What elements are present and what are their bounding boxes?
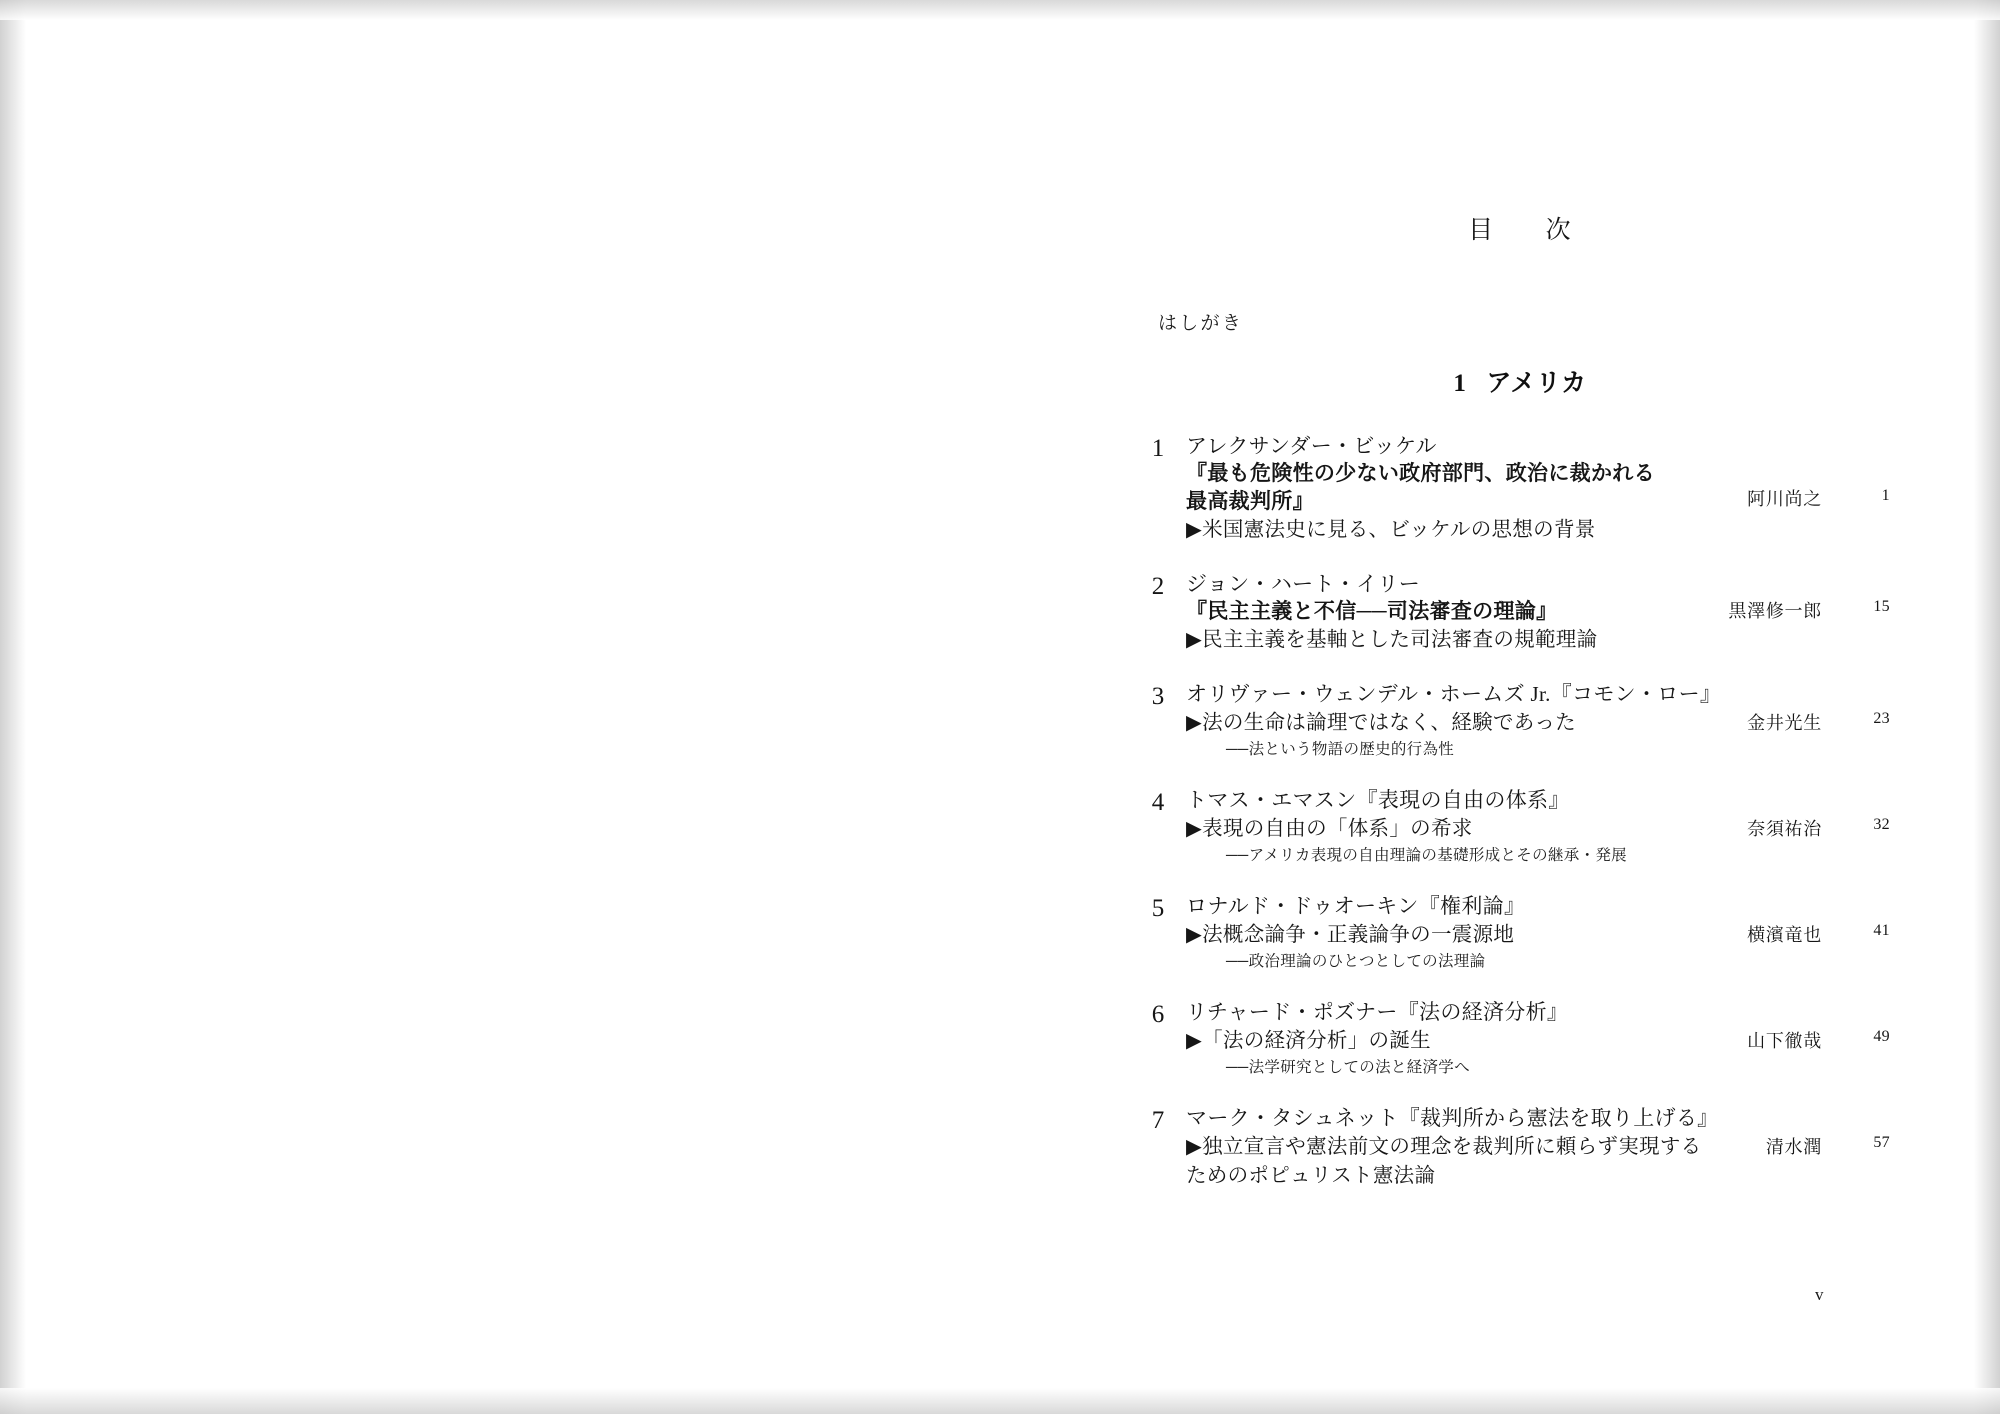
toc-entry[interactable] [1140, 787, 1900, 866]
toc-entry-body [1186, 999, 1716, 1078]
toc-entry-line: ──アメリカ表現の自由理論の基礎形成とその継承・発展 [1226, 846, 1627, 864]
toc-entry-page-number: 49 [1873, 1028, 1890, 1045]
page-title: 目 次 [1468, 217, 1585, 244]
toc-entry[interactable] [1140, 1105, 1900, 1190]
toc-entry-author: 金井光生 [1747, 712, 1822, 733]
toc-entry-line: マーク・タシュネット『裁判所から憲法を取り上げる』 [1186, 1106, 1719, 1131]
toc-entry-author: 黒澤修一郎 [1728, 600, 1822, 621]
toc-entry-body [1186, 787, 1716, 866]
toc-entry-author: 横濱竜也 [1747, 924, 1822, 945]
toc-entry-number: 6 [1151, 1001, 1165, 1028]
toc-entry-body [1186, 681, 1722, 760]
part-label: アメリカ [1486, 370, 1587, 397]
book-title-emphasis: 『法の経済分析』 [1397, 1000, 1569, 1024]
toc-entry[interactable] [1140, 433, 1900, 544]
toc-entry-number: 1 [1151, 435, 1165, 462]
toc-entry-number: 4 [1151, 788, 1165, 816]
toc-entry-page-number: 1 [1881, 487, 1890, 504]
book-title-emphasis: 『表現の自由の体系』 [1356, 787, 1570, 812]
toc-entry-line: ──法学研究としての法と経済学へ [1226, 1058, 1470, 1076]
page-edge-shading-top [0, 0, 2000, 20]
toc-entry-body [1186, 1105, 1719, 1190]
toc-entry-body [1186, 433, 1716, 544]
toc-entry-number: 5 [1151, 894, 1165, 922]
toc-entry-list [1140, 433, 1900, 1190]
toc-entry-line: 『最も危険性の少ない政府部門、政治に裁かれる [1186, 461, 1655, 486]
toc-entry-author: 清水潤 [1765, 1137, 1822, 1158]
toc-entry-line: 最高裁判所』 [1186, 488, 1314, 513]
toc-entry-author: 奈須祐治 [1747, 818, 1822, 839]
toc-entry-page-number: 57 [1873, 1134, 1890, 1152]
toc-entry-line: ロナルド・ドゥオーキン『権利論』 [1186, 893, 1526, 918]
toc-entry[interactable] [1140, 571, 1900, 654]
toc-entry-line: ▶「法の経済分析」の誕生 [1186, 1030, 1431, 1053]
table-of-contents [1140, 210, 1900, 1217]
toc-entry-line: トマス・エマスン『表現の自由の体系』 [1186, 787, 1570, 812]
toc-entry-line: ▶表現の自由の「体系」の希求 [1186, 818, 1473, 841]
toc-entry-body [1186, 893, 1716, 972]
page-edge-shading-bottom [0, 1388, 2000, 1414]
toc-entry-page-number: 23 [1873, 709, 1890, 727]
page-edge-shading-right [1974, 0, 2000, 1414]
toc-entry-page-number: 32 [1873, 815, 1890, 833]
toc-entry-line: ジョン・ハート・イリー [1186, 571, 1421, 596]
toc-entry-author: 山下徹哉 [1747, 1031, 1822, 1051]
toc-entry-number: 2 [1151, 572, 1165, 600]
toc-entry-line: ▶米国憲法史に見る、ビッケルの思想の背景 [1186, 518, 1596, 541]
toc-entry-line: オリヴァー・ウェンデル・ホームズ Jr.『コモン・ロー』 [1186, 681, 1722, 706]
toc-entry-page-number: 41 [1873, 921, 1890, 939]
book-title-emphasis: 『コモン・ロー』 [1550, 681, 1722, 706]
page-edge-shading-left [0, 0, 26, 1414]
folio-page-number: v [1815, 1285, 1824, 1304]
toc-entry-line: ▶民主主義を基軸とした司法審査の規範理論 [1186, 629, 1598, 652]
toc-entry-line: ▶法概念論争・正義論争の一震源地 [1186, 924, 1515, 947]
toc-entry-line: ──法という物語の歴史的行為性 [1226, 740, 1455, 758]
toc-entry-line: ▶法の生命は論理ではなく、経験であった [1186, 712, 1576, 735]
toc-entry-line: アレクサンダー・ビッケル [1186, 434, 1437, 458]
toc-entry-page-number: 15 [1873, 597, 1890, 615]
toc-entry[interactable] [1140, 999, 1900, 1078]
toc-entry-line: ためのポピュリスト憲法論 [1186, 1165, 1436, 1188]
toc-entry[interactable] [1140, 681, 1900, 760]
toc-entry-body [1186, 571, 1716, 654]
toc-entry-author: 阿川尚之 [1747, 489, 1822, 509]
toc-entry-number: 7 [1151, 1107, 1165, 1135]
preface-entry: はしがき [1158, 313, 1244, 334]
part-number: 1 [1453, 370, 1467, 397]
part-heading [1140, 363, 1900, 399]
toc-entry[interactable] [1140, 893, 1900, 972]
toc-entry-line: ▶独立宣言や憲法前文の理念を裁判所に頼らず実現する [1186, 1136, 1702, 1159]
toc-entry-line: ──政治理論のひとつとしての法理論 [1226, 952, 1486, 970]
toc-entry-line: リチャード・ポズナー『法の経済分析』 [1186, 1000, 1569, 1024]
book-title-emphasis: 『権利論』 [1418, 893, 1526, 918]
book-title-emphasis: 『裁判所から憲法を取り上げる』 [1398, 1106, 1719, 1131]
toc-entry-number: 3 [1151, 682, 1165, 710]
toc-entry-line: 『民主主義と不信──司法審査の理論』 [1186, 598, 1558, 623]
